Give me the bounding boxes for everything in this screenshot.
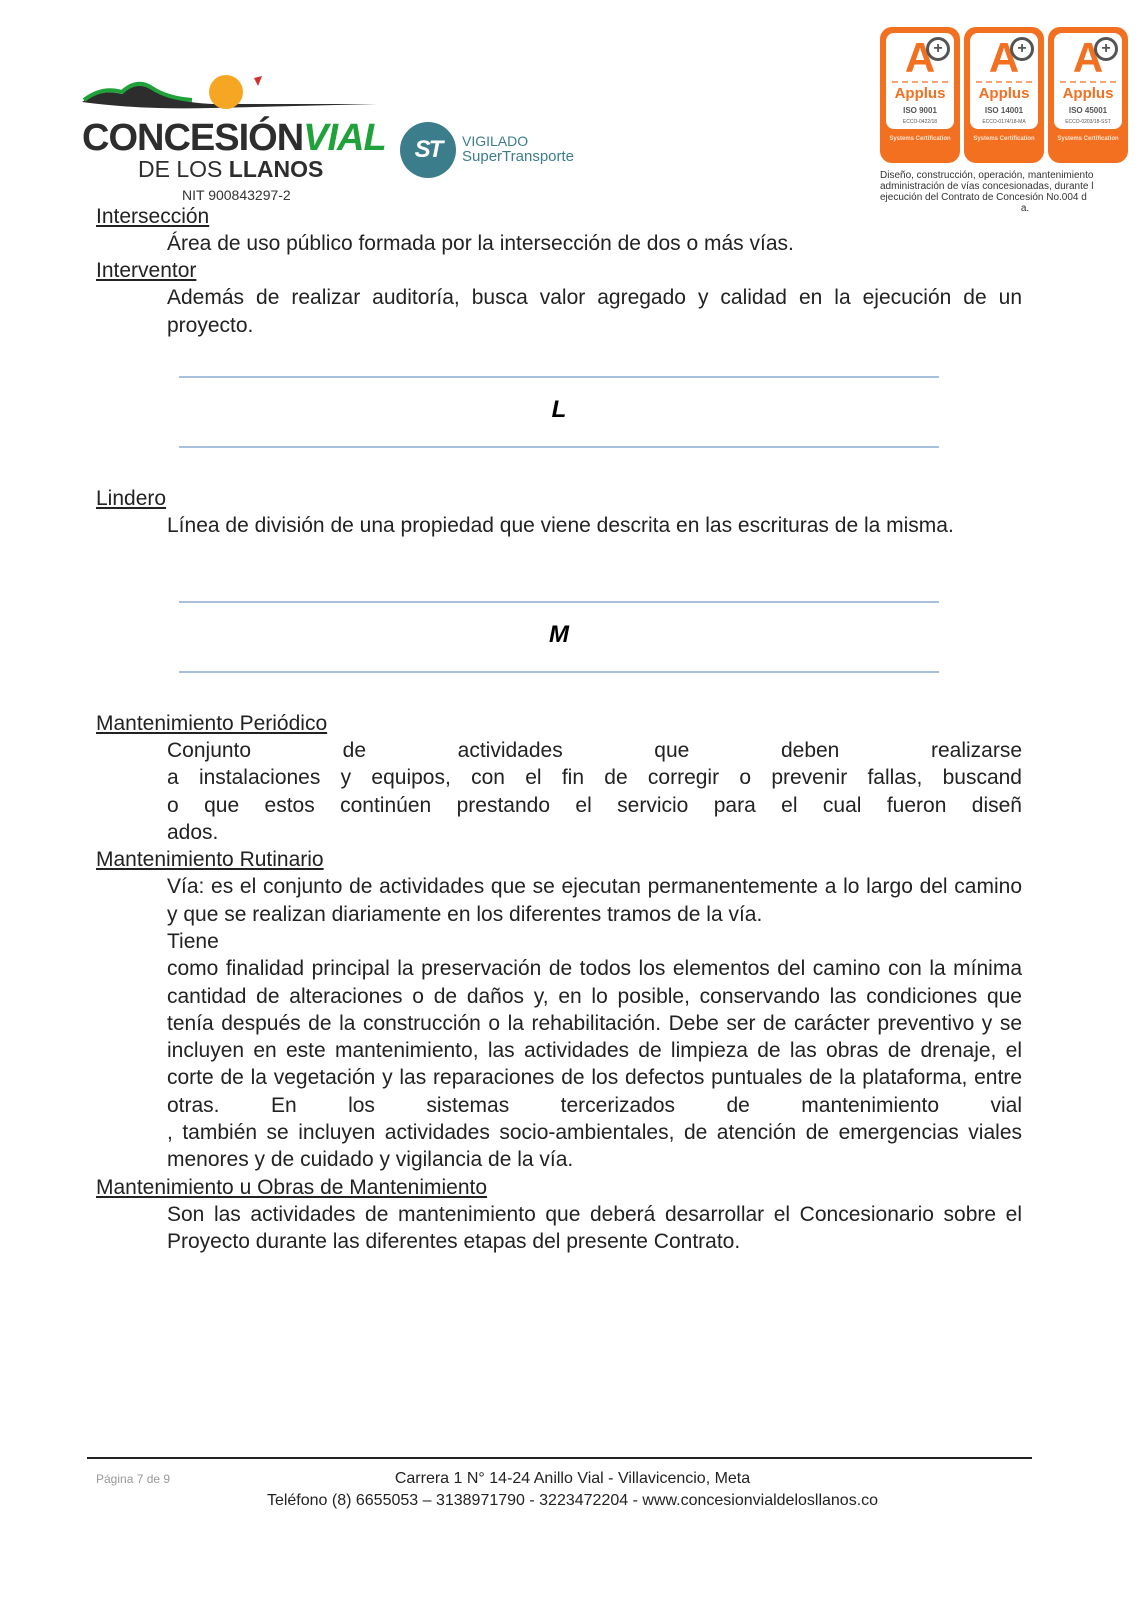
glossary-entry <box>96 203 1022 257</box>
cert-standard: ISO 9001 <box>903 106 937 115</box>
applus-mark: A <box>1072 34 1104 81</box>
cert-seal-iso-14001 <box>964 27 1044 163</box>
cert-standard: ISO 14001 <box>984 106 1024 115</box>
cert-brand: Applus <box>978 85 1030 102</box>
definition-text: como finalidad principal la preservación de todos los elementos del camino con la mínima cantidad de alteraciones o de daños y, en lo posible, conservando las condiciones que tenía después de la construcción o la rehabilitación. Debe ser de carácter preventivo y se incluyen en este mantenimiento, las actividades de limpieza de las obras de drenaje, el corte de la vegetación y las reparaciones de los defectos puntuales de la plataforma, entre otras. En los sistemas tercerizados de mantenimiento vial <box>167 957 1022 1117</box>
cert-standard: ISO 45001 <box>1068 106 1108 115</box>
plus-circle-icon: + <box>1010 37 1034 61</box>
definition-text: Área de uso público formada por la intersección de dos o más vías. <box>167 232 794 255</box>
cert-footer: Systems Certification <box>889 136 951 142</box>
nit-number: NIT 900843297-2 <box>182 187 291 203</box>
footer-divider <box>87 1457 1032 1459</box>
term-definition <box>167 737 1022 846</box>
footer-contact: Teléfono (8) 6655053 – 3138971790 - 3223472204 - www.concesionvialdelosllanos.co <box>266 1492 879 1509</box>
definition-text: Vía: es el conjunto de actividades que se ejecutan permanentemente a lo largo del camino y que se realizan diariamente en los diferentes tramos de la vía. <box>167 875 1022 926</box>
logo-llanos: LLANOS <box>228 156 324 182</box>
cert-code: ECCO-0174/18-MA <box>982 119 1026 125</box>
scope-line: ejecución del Contrato de Concesión No.004 d <box>880 192 1087 203</box>
divider-line <box>179 446 939 448</box>
logo-de-los: DE LOS <box>138 156 229 182</box>
cert-code: ECCO-0422/18 <box>902 119 938 125</box>
term-definition <box>167 230 1022 257</box>
supertransporte-label: SuperTransporte <box>462 148 575 165</box>
logo-landscape-graphic <box>82 70 382 120</box>
section-divider-m <box>179 601 939 673</box>
section-divider-l <box>179 376 939 448</box>
section-letter: L <box>551 395 567 423</box>
divider-line <box>179 376 939 378</box>
definition-text: , también se incluyen actividades socio-ambientales, de atención de emergencias viales menores y de cuidado y vigilancia de la vía. <box>167 1121 1022 1172</box>
st-logo-icon: ST <box>400 122 456 178</box>
cert-brand: Applus <box>894 85 946 102</box>
glossary-content <box>96 203 1022 1255</box>
applus-mark: A <box>988 34 1020 81</box>
cert-brand: Applus <box>1062 85 1114 102</box>
divider-line <box>179 671 939 673</box>
plus-circle-icon: + <box>926 37 950 61</box>
company-logo <box>82 70 386 210</box>
term-definition <box>167 873 1022 1173</box>
logo-subtitle <box>138 156 323 182</box>
definition-text: Línea de división de una propiedad que viene descrita en las escrituras de la misma. <box>167 513 954 537</box>
cert-code: ECCO-0203/18-SST <box>1065 119 1111 125</box>
supertransporte-text <box>462 134 574 164</box>
term-definition <box>167 1201 1022 1256</box>
definition-text: o que estos continúen prestando el servicio para el cual fueron diseñ <box>167 793 1022 817</box>
logo-vial: VIAL <box>303 117 386 159</box>
footer-address-block <box>0 1468 1145 1512</box>
definition-text: Además de realizar auditoría, busca valor agregado y calidad en la ejecución de un proyecto. <box>167 286 1022 337</box>
term-definition <box>167 512 1022 539</box>
term-heading: Intersección <box>96 205 210 228</box>
logo-title <box>82 118 386 158</box>
scope-line: Diseño, construcción, operación, mantenimiento <box>880 170 1094 181</box>
term-heading: Interventor <box>96 259 197 283</box>
term-heading: Mantenimiento Periódico <box>96 712 328 736</box>
scope-line: administración de vías concesionadas, durante l <box>880 181 1094 192</box>
glossary-entry <box>96 846 1022 1173</box>
cert-seal-iso-45001 <box>1048 27 1128 163</box>
term-heading: Mantenimiento Rutinario <box>96 848 324 872</box>
term-definition <box>167 284 1022 339</box>
cert-footer: Systems Certification <box>973 136 1035 142</box>
applus-mark: A <box>904 34 936 81</box>
cert-footer: Systems Certification <box>1057 136 1119 142</box>
definition-text: Son las actividades de mantenimiento que deberá desarrollar el Concesionario sobre el Proyecto durante las diferentes etapas del presente Contrato. <box>167 1202 1022 1253</box>
section-letter: M <box>549 621 569 649</box>
page-number: Página 7 de 9 <box>96 1472 171 1486</box>
glossary-entry <box>96 257 1022 339</box>
plus-circle-icon: + <box>1094 37 1118 61</box>
cert-seal-iso-9001 <box>880 27 960 163</box>
glossary-entry <box>96 1174 1022 1256</box>
logo-concesion: CONCESIÓN <box>82 117 304 159</box>
certification-seals <box>880 27 1145 167</box>
term-heading: Mantenimiento u Obras de Mantenimiento <box>96 1175 488 1199</box>
definition-text: Conjunto de actividades que deben realizarse <box>167 739 1022 763</box>
divider-line <box>179 601 939 603</box>
term-heading: Lindero <box>96 486 167 510</box>
footer-address: Carrera 1 N° 14-24 Anillo Vial - Villavicencio, Meta <box>394 1470 751 1487</box>
glossary-entry <box>96 710 1022 846</box>
glossary-entry <box>96 485 1022 539</box>
scope-line: a. <box>1020 203 1030 214</box>
definition-text: Tiene <box>167 929 219 953</box>
definition-text: a instalaciones y equipos, con el fin de corregir o prevenir fallas, buscand <box>167 766 1022 790</box>
supertransporte-badge <box>400 122 600 182</box>
vigilado-label: VIGILADO <box>462 133 529 149</box>
definition-text: ados. <box>167 821 219 845</box>
